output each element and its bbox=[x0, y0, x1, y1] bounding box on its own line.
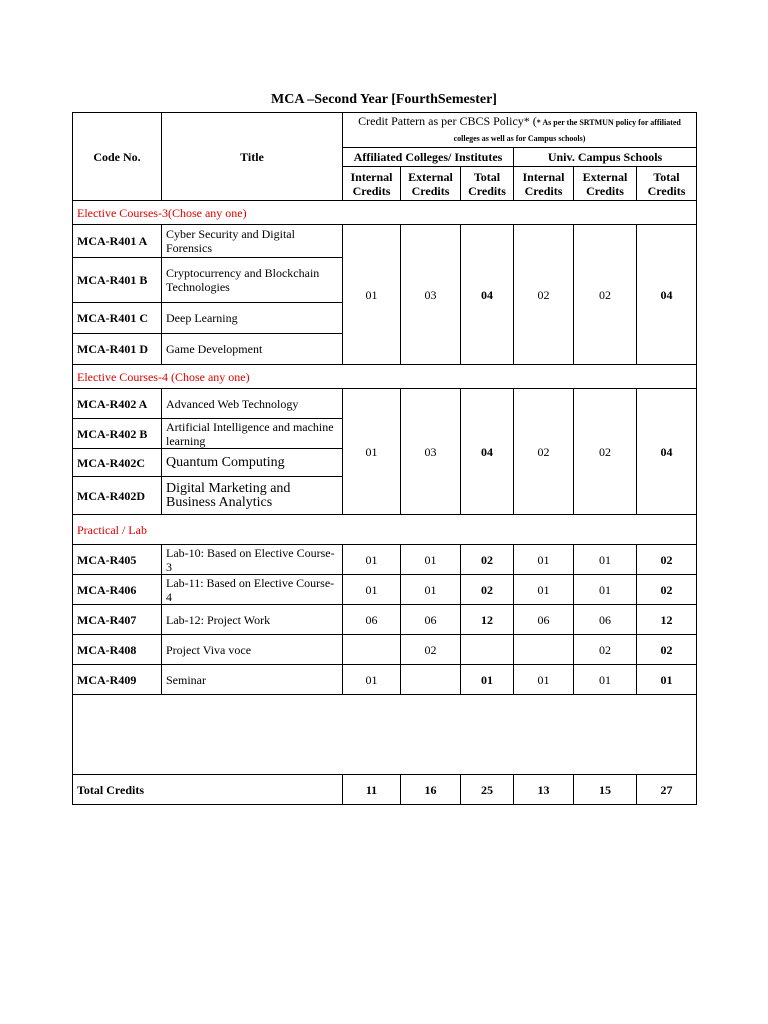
course-title: Lab-10: Based on Elective Course-3 bbox=[162, 545, 343, 575]
campus-total: 01 bbox=[637, 665, 697, 695]
course-code: MCA-R409 bbox=[73, 665, 162, 695]
campus-external: 06 bbox=[574, 605, 637, 635]
header-title: Title bbox=[162, 113, 343, 201]
header-aff-total: Total Credits bbox=[461, 167, 514, 201]
total-aff-total: 25 bbox=[461, 775, 514, 805]
aff-total: 12 bbox=[461, 605, 514, 635]
aff-external bbox=[401, 665, 461, 695]
aff-internal bbox=[343, 635, 401, 665]
aff-internal: 06 bbox=[343, 605, 401, 635]
aff-internal: 01 bbox=[343, 665, 401, 695]
table-row bbox=[73, 389, 697, 419]
header-campus-internal: Internal Credits bbox=[514, 167, 574, 201]
aff-total: 02 bbox=[461, 575, 514, 605]
campus-total: 02 bbox=[637, 575, 697, 605]
header-aff-internal: Internal Credits bbox=[343, 167, 401, 201]
aff-external: 02 bbox=[401, 635, 461, 665]
campus-internal: 01 bbox=[514, 665, 574, 695]
section-row bbox=[73, 365, 697, 389]
total-campus-total: 27 bbox=[637, 775, 697, 805]
aff-internal: 01 bbox=[343, 575, 401, 605]
aff-external: 03 bbox=[401, 225, 461, 365]
aff-total: 02 bbox=[461, 545, 514, 575]
page-title: MCA –Second Year [FourthSemester] bbox=[271, 92, 497, 107]
course-title: Lab-11: Based on Elective Course-4 bbox=[162, 575, 343, 605]
section-elective-3: Elective Courses-3(Chose any one) bbox=[73, 201, 697, 225]
campus-total: 04 bbox=[637, 225, 697, 365]
campus-internal bbox=[514, 635, 574, 665]
course-title: Quantum Computing bbox=[162, 449, 343, 477]
course-title: Cyber Security and Digital Forensics bbox=[162, 225, 343, 258]
header-credit-pattern bbox=[343, 113, 697, 148]
section-row bbox=[73, 201, 697, 225]
campus-internal: 02 bbox=[514, 389, 574, 515]
total-campus-external: 15 bbox=[574, 775, 637, 805]
header-row-1 bbox=[73, 113, 697, 148]
credit-pattern-label: Credit Pattern as per CBCS Policy* bbox=[358, 114, 530, 128]
header-affiliated: Affiliated Colleges/ Institutes bbox=[343, 148, 514, 167]
aff-total: 04 bbox=[461, 225, 514, 365]
table-row bbox=[73, 635, 697, 665]
aff-total: 01 bbox=[461, 665, 514, 695]
course-title: Game Development bbox=[162, 334, 343, 365]
course-title: Deep Learning bbox=[162, 303, 343, 334]
campus-total: 04 bbox=[637, 389, 697, 515]
course-code: MCA-R401 C bbox=[73, 303, 162, 334]
campus-internal: 06 bbox=[514, 605, 574, 635]
credit-table bbox=[72, 112, 697, 805]
course-title: Seminar bbox=[162, 665, 343, 695]
campus-total: 02 bbox=[637, 545, 697, 575]
header-campus: Univ. Campus Schools bbox=[514, 148, 697, 167]
aff-total: 04 bbox=[461, 389, 514, 515]
table-row bbox=[73, 225, 697, 258]
blank-cell bbox=[73, 695, 697, 775]
total-row bbox=[73, 775, 697, 805]
course-code: MCA-R401 A bbox=[73, 225, 162, 258]
aff-external: 03 bbox=[401, 389, 461, 515]
table-row bbox=[73, 605, 697, 635]
aff-internal: 01 bbox=[343, 545, 401, 575]
course-title: Digital Marketing and Business Analytics bbox=[162, 477, 343, 515]
total-label: Total Credits bbox=[73, 775, 343, 805]
campus-internal: 01 bbox=[514, 575, 574, 605]
campus-external: 02 bbox=[574, 389, 637, 515]
campus-external: 02 bbox=[574, 225, 637, 365]
campus-external: 01 bbox=[574, 575, 637, 605]
course-code: MCA-R402C bbox=[73, 449, 162, 477]
header-campus-total: Total Credits bbox=[637, 167, 697, 201]
course-code: MCA-R401 D bbox=[73, 334, 162, 365]
campus-external: 01 bbox=[574, 545, 637, 575]
aff-internal: 01 bbox=[343, 389, 401, 515]
total-campus-internal: 13 bbox=[514, 775, 574, 805]
aff-external: 01 bbox=[401, 575, 461, 605]
course-code: MCA-R406 bbox=[73, 575, 162, 605]
campus-total: 02 bbox=[637, 635, 697, 665]
credit-note: * As per the SRTMUN policy for affiliated colleges as well as for Campus schools) bbox=[453, 118, 681, 143]
course-code: MCA-R405 bbox=[73, 545, 162, 575]
campus-internal: 01 bbox=[514, 545, 574, 575]
total-aff-external: 16 bbox=[401, 775, 461, 805]
course-code: MCA-R402D bbox=[73, 477, 162, 515]
header-campus-external: External Credits bbox=[574, 167, 637, 201]
course-code: MCA-R402 A bbox=[73, 389, 162, 419]
course-code: MCA-R408 bbox=[73, 635, 162, 665]
course-title: Cryptocurrency and Blockchain Technologies bbox=[162, 258, 343, 303]
course-title: Advanced Web Technology bbox=[162, 389, 343, 419]
campus-internal: 02 bbox=[514, 225, 574, 365]
section-elective-4: Elective Courses-4 (Chose any one) bbox=[73, 365, 697, 389]
aff-internal: 01 bbox=[343, 225, 401, 365]
total-aff-internal: 11 bbox=[343, 775, 401, 805]
course-title: Project Viva voce bbox=[162, 635, 343, 665]
section-practical: Practical / Lab bbox=[73, 515, 697, 545]
campus-external: 01 bbox=[574, 665, 637, 695]
course-title: Lab-12: Project Work bbox=[162, 605, 343, 635]
course-code: MCA-R407 bbox=[73, 605, 162, 635]
header-code: Code No. bbox=[73, 113, 162, 201]
credit-note-open: ( bbox=[532, 114, 537, 128]
campus-total: 12 bbox=[637, 605, 697, 635]
header-aff-external: External Credits bbox=[401, 167, 461, 201]
aff-total bbox=[461, 635, 514, 665]
table-row bbox=[73, 545, 697, 575]
course-code: MCA-R402 B bbox=[73, 419, 162, 449]
table-row bbox=[73, 665, 697, 695]
course-title: Artificial Intelligence and machine learning bbox=[162, 419, 343, 449]
section-row bbox=[73, 515, 697, 545]
course-code: MCA-R401 B bbox=[73, 258, 162, 303]
aff-external: 01 bbox=[401, 545, 461, 575]
blank-row bbox=[73, 695, 697, 775]
aff-external: 06 bbox=[401, 605, 461, 635]
campus-external: 02 bbox=[574, 635, 637, 665]
table-row bbox=[73, 575, 697, 605]
